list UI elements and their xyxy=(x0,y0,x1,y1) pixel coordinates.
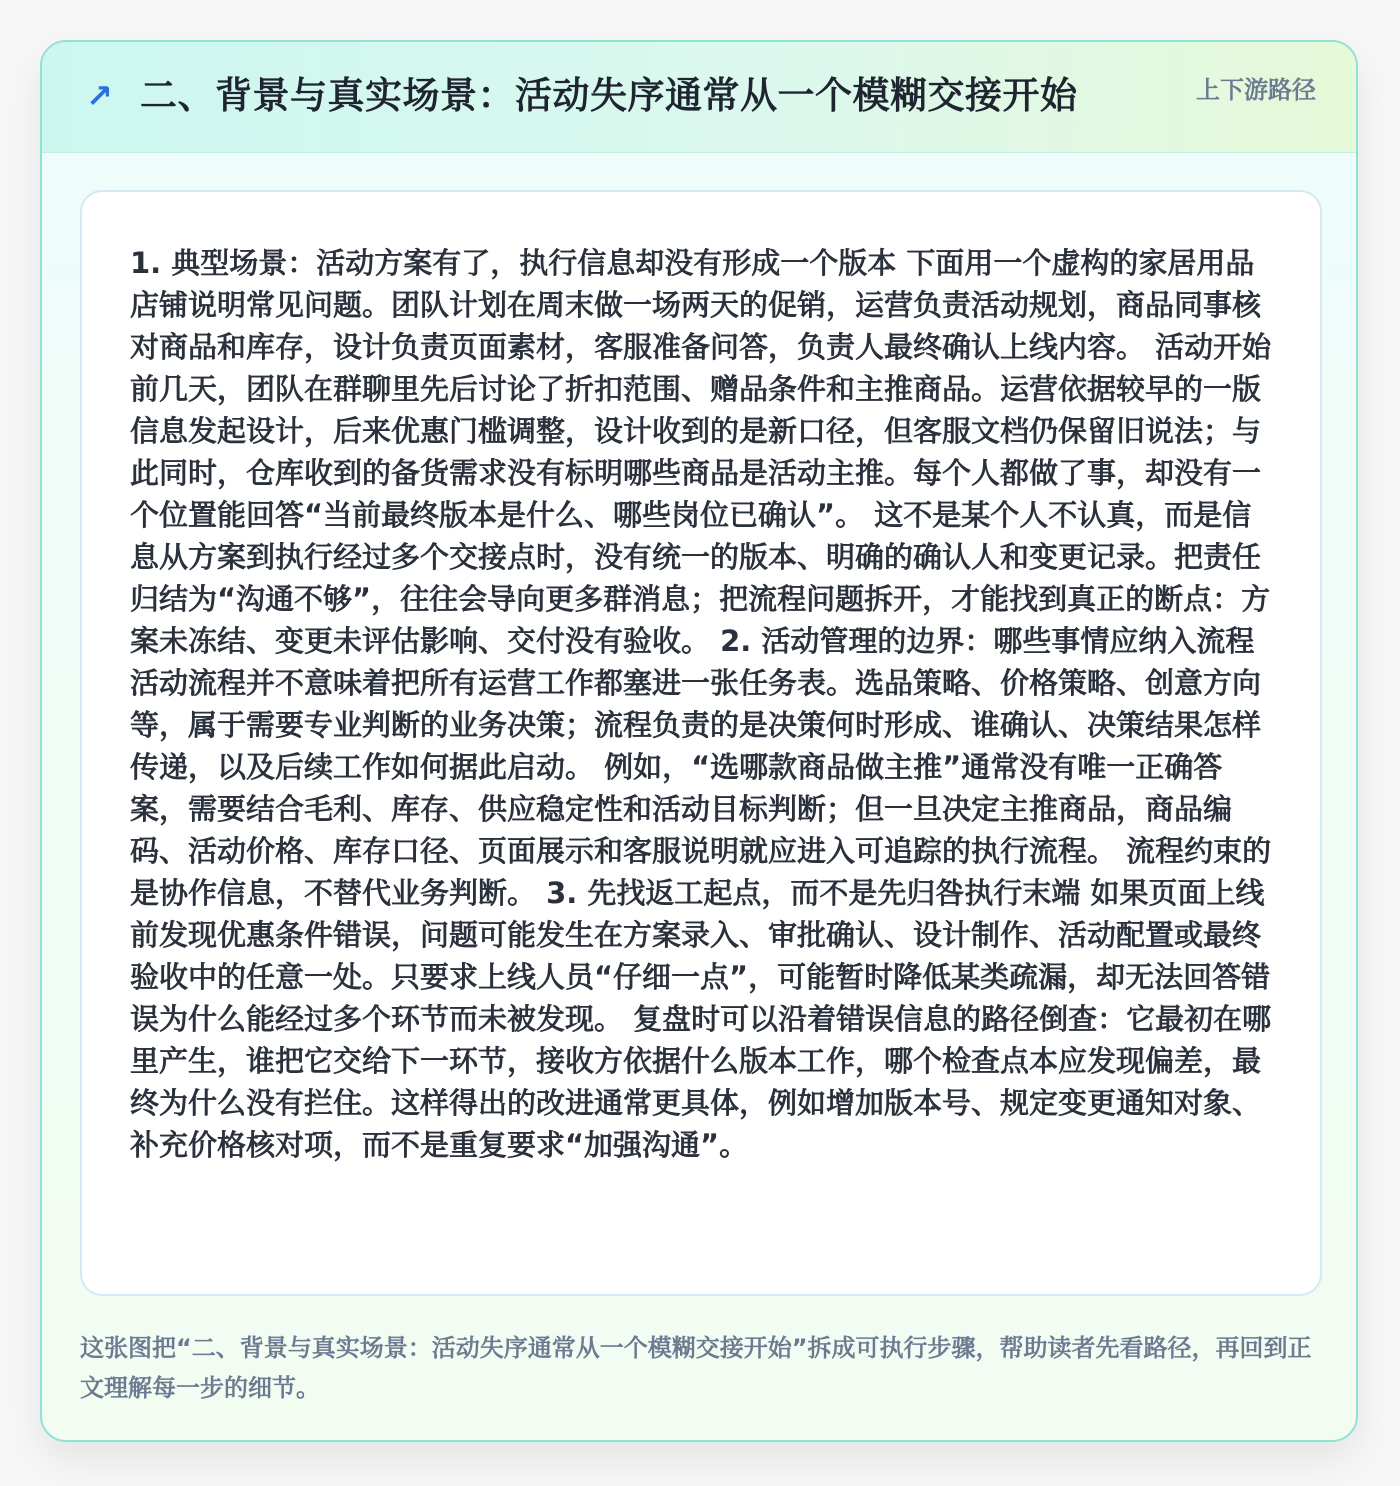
trend-arrow-icon: ↗ xyxy=(86,77,113,115)
body-text: 1. 典型场景：活动方案有了，执行信息却没有形成一个版本 下面用一个虚构的家居用品店铺说明常见问题。团队计划在周末做一场两天的促销，运营负责活动规划，商品同事核对商品和库存，设计负责页面素材，客服准备问答，负责人最终确认上线内容。 活动开始前几天，团队在群聊里先后讨论了折扣范围、赠品条件和主推商品。运营依据较早的一版信息发起设计，后来优惠门槛调整，设计收到的是新口径，但客服文档仍保留旧说法；与此同时，仓库收到的备货需求没有标明哪些商品是活动主推。每个人都做了事，却没有一个位置能回答“当前最终版本是什么、哪些岗位已确认”。 这不是某个人不认真，而是信息从方案到执行经过多个交接点时，没有统一的版本、明确的确认人和变更记录。把责任归结为“沟通不够”，往往会导向更多群消息；把流程问题拆开，才能找到真正的断点：方案未冻结、变更未评估影响、交付没有验收。 2. 活动管理的边界：哪些事情应纳入流程 活动流程并不意味着把所有运营工作都塞进一张任务表。选品策略、价格策略、创意方向等，属于需要专业判断的业务决策；流程负责的是决策何时形成、谁确认、决策结果怎样传递，以及后续工作如何据此启动。 例如，“选哪款商品做主推”通常没有唯一正确答案，需要结合毛利、库存、供应稳定性和活动目标判断；但一旦决定主推商品，商品编码、活动价格、库存口径、页面展示和客服说明就应进入可追踪的执行流程。 流程约束的是协作信息，不替代业务判断。 3. 先找返工起点，而不是先归咎执行末端 如果页面上线前发现优惠条件错误，问题可能发生在方案录入、审批确认、设计制作、活动配置或最终验收中的任意一处。只要求上线人员“仔细一点”，可能暂时降低某类疏漏，却无法回答错误为什么能经过多个环节而未被发现。 复盘时可以沿着错误信息的路径倒查：它最初在哪里产生，谁把它交给下一环节，接收方依据什么版本工作，哪个检查点本应发现偏差，最终为什么没有拦住。这样得出的改进通常更具体，例如增加版本号、规定变更通知对象、补充价格核对项，而不是重复要求“加强沟通”。 xyxy=(130,246,1272,1162)
card-header xyxy=(42,42,1356,153)
section-title: 二、背景与真实场景：活动失序通常从一个模糊交接开始 xyxy=(140,74,1078,117)
section-tag: 上下游路径 xyxy=(1196,76,1316,104)
content-panel xyxy=(80,190,1322,1296)
figure-caption: 这张图把“二、背景与真实场景：活动失序通常从一个模糊交接开始”拆成可执行步骤，帮助读者先看路径，再回到正文理解每一步的细节。 xyxy=(80,1334,1312,1402)
article-card xyxy=(40,40,1358,1442)
